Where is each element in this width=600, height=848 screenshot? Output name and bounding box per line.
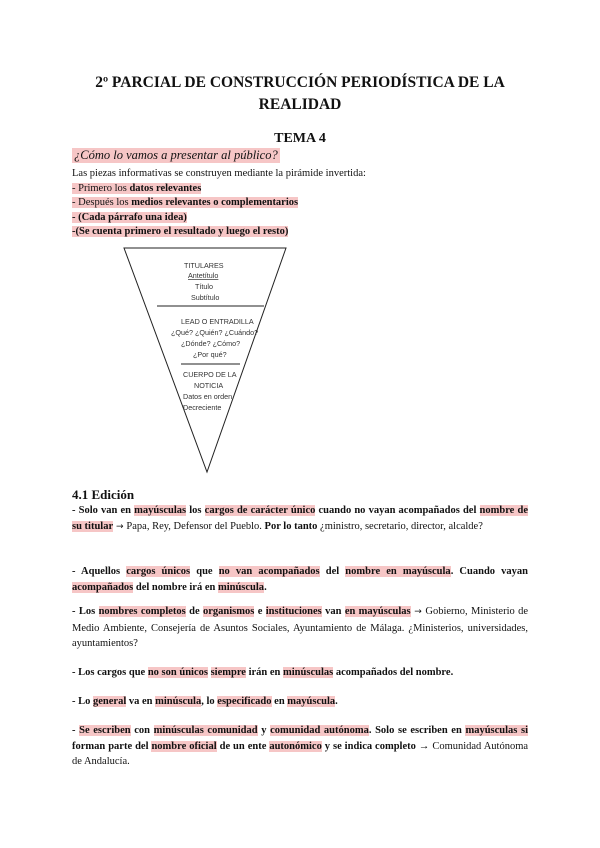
paragraph: - Aquellos cargos únicos que no van acompañados del nombre en mayúscula. Cuando vayan acompañados del nombre irá en minúscula.: [72, 566, 528, 593]
intro-line: - (Cada párrafo una idea): [72, 211, 187, 223]
intro-line: Las piezas informativas se construyen mediante la pirámide invertida:: [72, 168, 366, 179]
intro-line: -(Se cuenta primero el resultado y luego el resto): [72, 226, 289, 237]
pyramid-label: Datos en orden: [183, 392, 233, 401]
pyramid-label: ¿Qué? ¿Quién? ¿Cuándo?: [171, 328, 259, 337]
intro-line: - Después los medios relevantes o complementarios: [72, 197, 299, 208]
pyramid-label: ¿Dónde? ¿Cómo?: [181, 339, 241, 348]
paragraph: - Los cargos que no son únicos siempre irán en minúsculas acompañados del nombre.: [72, 667, 454, 678]
pyramid-label: ¿Por qué?: [193, 350, 227, 359]
inverted-pyramid-diagram: [120, 244, 290, 476]
paragraph: - Se escriben con minúsculas comunidad y comunidad autónoma. Solo se escriben en mayúsculas si forman parte del nombre oficial de un ente autonómico y se indica completo → Comunidad Autónoma de Andalucía.: [72, 725, 529, 767]
topic-heading: TEMA 4: [274, 131, 326, 146]
pyramid-label: Subtítulo: [191, 293, 220, 302]
section-heading: 4.1 Edición: [72, 487, 135, 502]
paragraph: - Lo general va en minúscula, lo especificado en mayúscula.: [72, 696, 338, 707]
pyramid-label: NOTICIA: [194, 381, 224, 390]
pyramid-label: Título: [195, 282, 213, 291]
intro-list: [72, 167, 366, 240]
paragraph: - Los nombres completos de organismos e instituciones van en mayúsculas → Gobierno, Ministerio de Medio Ambiente, Consejería de Asuntos Sociales, Ayuntamiento de Málaga. ¿Ministerios, universidades, ayuntamientos?: [72, 606, 529, 649]
pyramid-label: CUERPO DE LA: [183, 370, 237, 379]
question-heading: ¿Cómo lo vamos a presentar al público?: [74, 148, 278, 162]
paragraph: - Solo van en mayúsculas los cargos de carácter único cuando no vayan acompañados del nombre de su titular → Papa, Rey, Defensor del Pueblo. Por lo tanto ¿ministro, secretario, director, alcalde?: [72, 505, 528, 532]
document-title: 2º PARCIAL DE CONSTRUCCIÓN PERIODÍSTICA DE LA REALIDAD: [95, 74, 505, 113]
pyramid-label: Antetítulo: [188, 271, 219, 280]
pyramid-label: Decreciente: [183, 403, 222, 412]
pyramid-label: TITULARES: [184, 261, 224, 270]
intro-line: - Primero los datos relevantes: [72, 182, 202, 194]
pyramid-label: LEAD O ENTRADILLA: [181, 317, 254, 326]
